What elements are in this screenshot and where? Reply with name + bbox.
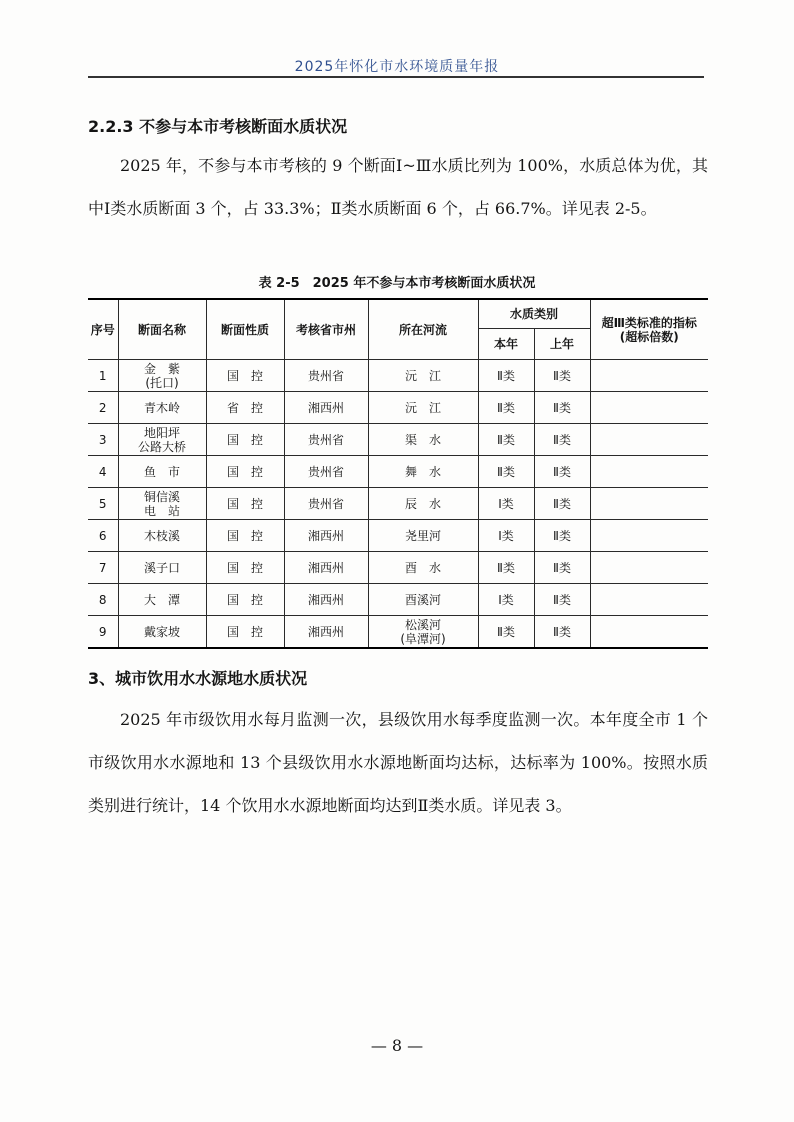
header-last-year: 上年 (534, 329, 590, 360)
cell-province-city: 贵州省 (284, 360, 368, 392)
table-caption: 表 2-5 2025 年不参与本市考核断面水质状况 (258, 276, 536, 291)
cell-section-name (118, 360, 206, 392)
page-number: — 8 — (370, 1036, 424, 1055)
cell-river (368, 552, 478, 584)
cell-section-name (118, 488, 206, 520)
cell-river-line1: 渠 水 (404, 432, 441, 447)
cell-exceed (590, 616, 708, 649)
cell-river-line1: 沅 江 (404, 400, 441, 415)
cell-last-year: Ⅱ类 (534, 552, 590, 584)
cell-section-name-line2: 电 站 (143, 503, 180, 518)
cell-this-year: Ⅰ类 (478, 488, 534, 520)
cell-river-line1: 尧里河 (404, 528, 441, 543)
cell-section-name (118, 424, 206, 456)
cell-section-name (118, 520, 206, 552)
cell-section-name-line2: 公路大桥 (137, 439, 186, 454)
cell-last-year: Ⅱ类 (534, 616, 590, 649)
cell-section-name-line2: (托口) (145, 375, 179, 390)
running-header: 2025年怀化市水环境质量年报 (294, 59, 500, 75)
cell-seq: 8 (88, 584, 118, 616)
cell-last-year: Ⅱ类 (534, 584, 590, 616)
table-row (88, 488, 708, 520)
cell-province-city: 湘西州 (284, 584, 368, 616)
header-divider (88, 76, 704, 78)
header-exceed-title: 超Ⅲ类标准的指标 (601, 315, 697, 330)
cell-exceed (590, 584, 708, 616)
cell-river-line1: 酉 水 (404, 560, 441, 575)
table-row (88, 392, 708, 424)
cell-last-year: Ⅱ类 (534, 360, 590, 392)
cell-seq: 3 (88, 424, 118, 456)
table-row (88, 424, 708, 456)
cell-river (368, 488, 478, 520)
cell-exceed (590, 392, 708, 424)
section-2-2-3-paragraph: 2025 年，不参与本市考核的 9 个断面Ⅰ~Ⅲ水质比列为 100%，水质总体为优，其中Ⅰ类水质断面 3 个，占 33.3%；Ⅱ类水质断面 6 个，占 66.7%。详见表 2-5。 (88, 156, 708, 218)
cell-seq: 9 (88, 616, 118, 649)
cell-section-name-line1: 金 紫 (143, 361, 180, 376)
cell-exceed (590, 360, 708, 392)
header-this-year: 本年 (478, 329, 534, 360)
cell-river-line1: 松溪河 (404, 617, 441, 632)
cell-exceed (590, 552, 708, 584)
cell-river (368, 424, 478, 456)
cell-section-name-line1: 铜信溪 (143, 489, 180, 504)
cell-province-city: 贵州省 (284, 424, 368, 456)
header-quality-class: 水质类别 (478, 299, 590, 329)
cell-section-name (118, 456, 206, 488)
cell-river-line1: 酉溪河 (404, 592, 441, 607)
cell-province-city: 贵州省 (284, 456, 368, 488)
cell-seq: 6 (88, 520, 118, 552)
cell-last-year: Ⅱ类 (534, 456, 590, 488)
table-row (88, 520, 708, 552)
cell-this-year: Ⅱ类 (478, 552, 534, 584)
cell-section-name (118, 392, 206, 424)
cell-section-name-line1: 青木岭 (143, 400, 180, 415)
cell-river-line2: (阜潭河) (400, 631, 446, 646)
cell-section-nature: 国 控 (206, 520, 284, 552)
cell-river (368, 616, 478, 649)
cell-river (368, 392, 478, 424)
cell-province-city: 湘西州 (284, 552, 368, 584)
table-row (88, 616, 708, 649)
cell-province-city: 湘西州 (284, 520, 368, 552)
cell-section-nature: 省 控 (206, 392, 284, 424)
cell-province-city: 湘西州 (284, 392, 368, 424)
cell-river-line1: 舞 水 (404, 464, 441, 479)
cell-province-city: 贵州省 (284, 488, 368, 520)
cell-exceed (590, 424, 708, 456)
cell-last-year: Ⅱ类 (534, 424, 590, 456)
header-seq: 序号 (88, 299, 118, 360)
cell-river-line1: 沅 江 (404, 368, 441, 383)
section-heading-2-2-3: 2.2.3 不参与本市考核断面水质状况 (88, 117, 348, 136)
header-exceed (590, 299, 708, 360)
cell-section-name-line1: 鱼 市 (143, 464, 180, 479)
cell-section-nature: 国 控 (206, 488, 284, 520)
cell-section-nature: 国 控 (206, 424, 284, 456)
header-province-city: 考核省市州 (284, 299, 368, 360)
cell-this-year: Ⅰ类 (478, 584, 534, 616)
cell-section-name-line1: 大 潭 (143, 592, 180, 607)
cell-river-line1: 辰 水 (404, 496, 441, 511)
cell-last-year: Ⅱ类 (534, 488, 590, 520)
cell-section-nature: 国 控 (206, 456, 284, 488)
water-quality-table (88, 298, 708, 649)
cell-seq: 1 (88, 360, 118, 392)
cell-last-year: Ⅱ类 (534, 392, 590, 424)
cell-section-name (118, 616, 206, 649)
header-river: 所在河流 (368, 299, 478, 360)
header-section-nature: 断面性质 (206, 299, 284, 360)
cell-section-name-line1: 戴家坡 (143, 624, 180, 639)
cell-seq: 7 (88, 552, 118, 584)
cell-province-city: 湘西州 (284, 616, 368, 649)
cell-seq: 2 (88, 392, 118, 424)
table-row (88, 360, 708, 392)
cell-section-nature: 国 控 (206, 360, 284, 392)
section-heading-3: 3、城市饮用水水源地水质状况 (88, 669, 308, 688)
cell-section-nature: 国 控 (206, 616, 284, 649)
cell-river (368, 520, 478, 552)
header-section-name: 断面名称 (118, 299, 206, 360)
header-exceed-note: (超标倍数) (619, 329, 679, 344)
cell-this-year: Ⅱ类 (478, 424, 534, 456)
cell-section-name-line1: 地阳坪 (143, 425, 180, 440)
table-row (88, 552, 708, 584)
cell-section-name (118, 552, 206, 584)
cell-seq: 4 (88, 456, 118, 488)
cell-last-year: Ⅱ类 (534, 520, 590, 552)
cell-this-year: Ⅱ类 (478, 616, 534, 649)
table-row (88, 584, 708, 616)
cell-this-year: Ⅱ类 (478, 360, 534, 392)
cell-section-name-line1: 溪子口 (143, 560, 180, 575)
cell-exceed (590, 520, 708, 552)
cell-this-year: Ⅰ类 (478, 520, 534, 552)
cell-exceed (590, 488, 708, 520)
cell-section-name-line1: 木枝溪 (143, 528, 180, 543)
cell-section-nature: 国 控 (206, 552, 284, 584)
cell-section-name (118, 584, 206, 616)
cell-river (368, 360, 478, 392)
cell-seq: 5 (88, 488, 118, 520)
cell-exceed (590, 456, 708, 488)
cell-this-year: Ⅱ类 (478, 456, 534, 488)
section-3-paragraph: 2025 年市级饮用水每月监测一次，县级饮用水每季度监测一次。本年度全市 1 个市级饮用水水源地和 13 个县级饮用水水源地断面均达标，达标率为 100%。按照水质类别进行统计，14 个饮用水水源地断面均达到Ⅱ类水质。详见表 3。 (88, 710, 708, 815)
table-row (88, 456, 708, 488)
cell-section-nature: 国 控 (206, 584, 284, 616)
cell-this-year: Ⅱ类 (478, 392, 534, 424)
cell-river (368, 584, 478, 616)
cell-river (368, 456, 478, 488)
